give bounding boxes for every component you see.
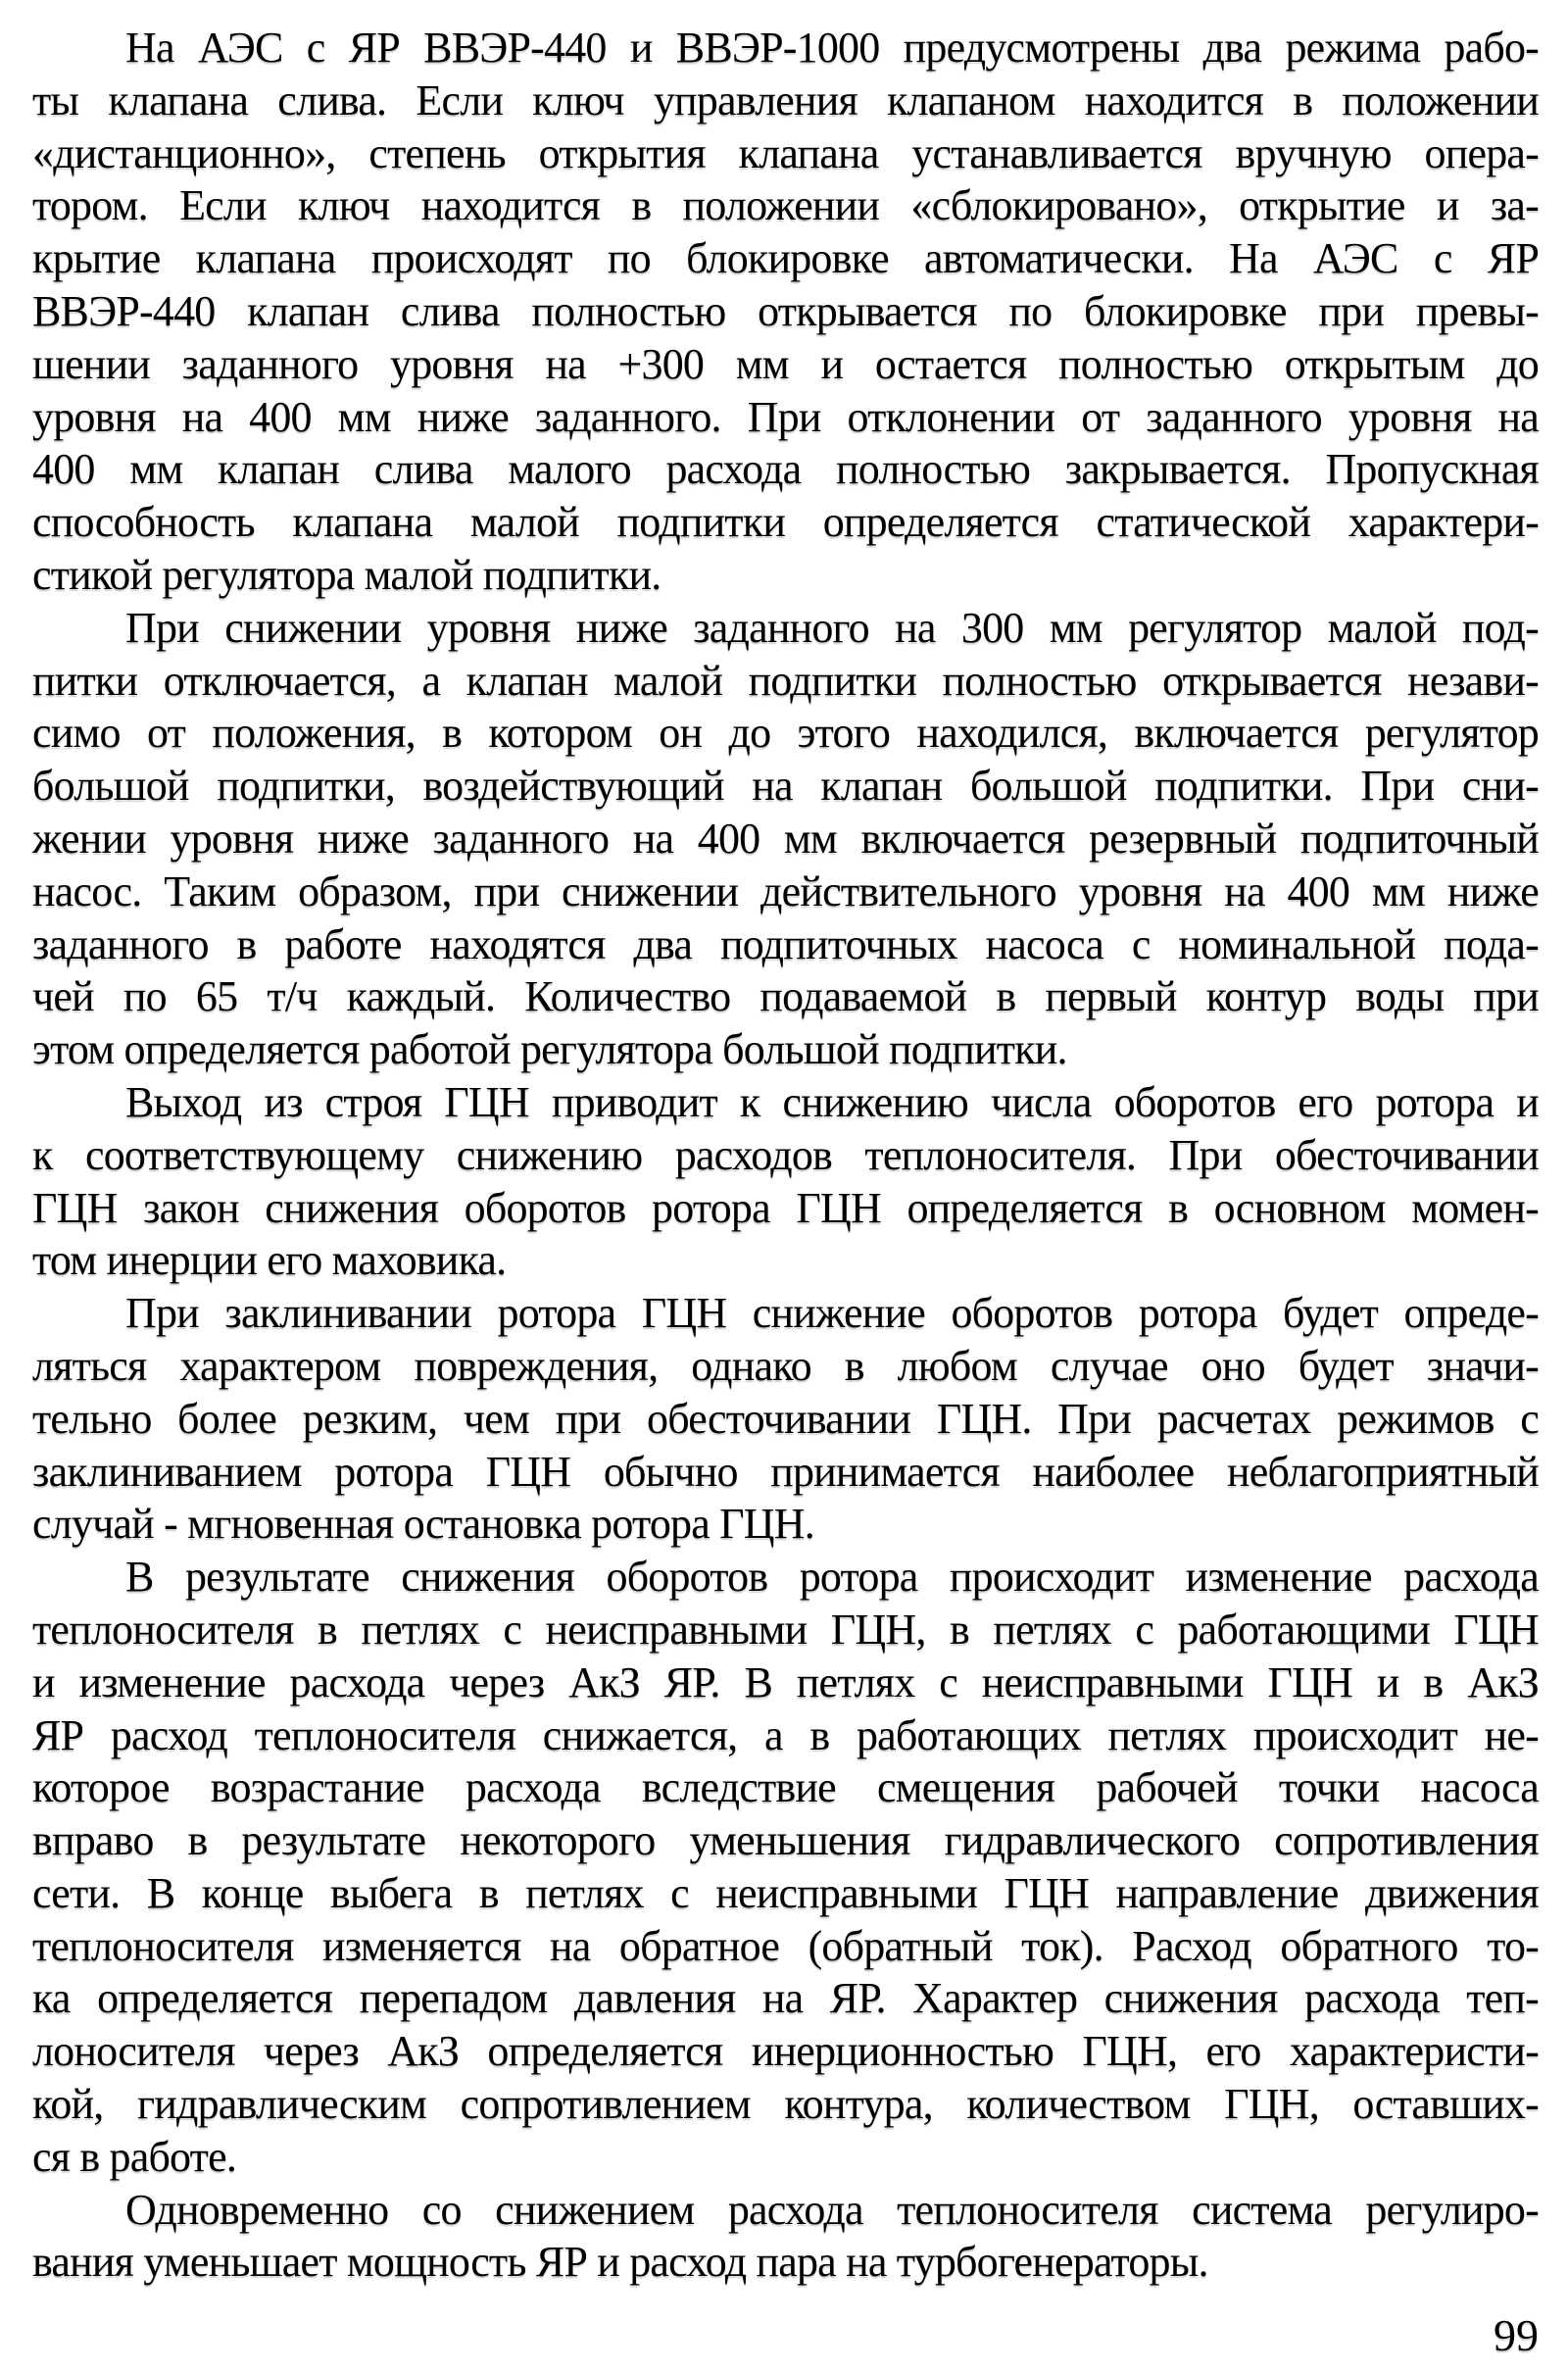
paragraph: [32, 1076, 1539, 1287]
text-line: тельно более резким, чем при обесточивании ГЦН. При расчетах режимов с: [32, 1394, 1539, 1443]
text-line: жении уровня ниже заданного на 400 мм включается резервный подпиточный: [32, 814, 1539, 863]
text-line: ты клапана слива. Если ключ управления клапаном находится в положении: [32, 75, 1539, 124]
text-line: и изменение расхода через АкЗ ЯР. В петлях с неисправными ГЦН и в АкЗ: [32, 1657, 1539, 1706]
text-line: стикой регулятора малой подпитки.: [32, 550, 662, 599]
paragraph: [32, 1551, 1539, 2184]
text-line: заданного в работе находятся два подпиточных насоса с номинальной пода-: [32, 919, 1539, 968]
text-line: вания уменьшает мощность ЯР и расход пара на турбогенераторы.: [32, 2238, 1208, 2287]
text-line: которое возрастание расхода вследствие смещения рабочей точки насоса: [32, 1763, 1539, 1812]
text-line: сети. В конце выбега в петлях с неисправными ГЦН направление движения: [32, 1868, 1539, 1917]
paragraph: [32, 1287, 1539, 1551]
text-line: том инерции его маховика.: [32, 1236, 507, 1285]
text-line: питки отключается, а клапан малой подпитки полностью открывается незави-: [32, 656, 1539, 705]
text-line: к соответствующему снижению расходов теплоносителя. При обесточивании: [32, 1130, 1539, 1179]
text-line: В результате снижения оборотов ротора происходит изменение расхода: [125, 1553, 1539, 1602]
text-line: ка определяется перепадом давления на ЯР. Характер снижения расхода теп-: [32, 1974, 1539, 2023]
text-line: Выход из строя ГЦН приводит к снижению числа оборотов его ротора и: [125, 1077, 1539, 1126]
text-line: ляться характером повреждения, однако в любом случае оно будет значи-: [32, 1341, 1539, 1390]
text-line: теплоносителя изменяется на обратное (обратный ток). Расход обратного то-: [32, 1921, 1539, 1970]
text-line: теплоносителя в петлях с неисправными ГЦН, в петлях с работающими ГЦН: [32, 1605, 1539, 1654]
text-line: шении заданного уровня на +300 мм и остается полностью открытым до: [32, 339, 1539, 388]
text-line: крытие клапана происходят по блокировке автоматически. На АЭС с ЯР: [32, 234, 1539, 283]
text-line: симо от положения, в котором он до этого находился, включается регулятор: [32, 709, 1539, 758]
paragraph: [32, 22, 1539, 602]
text-line: кой, гидравлическим сопротивлением контура, количеством ГЦН, оставших-: [32, 2080, 1539, 2129]
text-line: случай - мгновенная остановка ротора ГЦН.: [32, 1500, 814, 1549]
text-line: ся в работе.: [32, 2132, 237, 2181]
paragraph: [32, 2184, 1539, 2290]
text-line: лоносителя через АкЗ определяется инерционностью ГЦН, его характеристи-: [32, 2027, 1539, 2076]
text-line: заклиниванием ротора ГЦН обычно принимается наиболее неблагоприятный: [32, 1447, 1539, 1496]
text-line: 400 мм клапан слива малого расхода полностью закрывается. Пропускная: [32, 445, 1539, 494]
text-line: чей по 65 т/ч каждый. Количество подаваемой в первый контур воды при: [32, 972, 1539, 1021]
text-line: тором. Если ключ находится в положении «сблокировано», открытие и за-: [32, 181, 1539, 230]
text-line: ВВЭР-440 клапан слива полностью открывается по блокировке при превы-: [32, 286, 1539, 335]
text-line: этом определяется работой регулятора большой подпитки.: [32, 1025, 1067, 1074]
text-line: большой подпитки, воздействующий на клапан большой подпитки. При сни-: [32, 762, 1539, 811]
text-line: «дистанционно», степень открытия клапана устанавливается вручную опера-: [32, 128, 1539, 177]
text-line: уровня на 400 мм ниже заданного. При отклонении от заданного уровня на: [32, 392, 1539, 441]
text-line: Одновременно со снижением расхода теплоносителя система регулиро-: [125, 2185, 1539, 2234]
page-number: 99: [1494, 2310, 1539, 2360]
text-line: ГЦН закон снижения оборотов ротора ГЦН определяется в основном момен-: [32, 1183, 1539, 1232]
text-line: ЯР расход теплоносителя снижается, а в работающих петлях происходит не-: [32, 1710, 1539, 1759]
text-line: При снижении уровня ниже заданного на 300 мм регулятор малой под-: [125, 603, 1539, 652]
text-line: На АЭС с ЯР ВВЭР-440 и ВВЭР-1000 предусмотрены два режима рабо-: [125, 24, 1539, 72]
text-line: При заклинивании ротора ГЦН снижение оборотов ротора будет опреде-: [125, 1289, 1539, 1338]
text-line: способность клапана малой подпитки определяется статической характери-: [32, 498, 1539, 547]
text-line: насос. Таким образом, при снижении действительного уровня на 400 мм ниже: [32, 866, 1539, 915]
text-line: вправо в результате некоторого уменьшения гидравлического сопротивления: [32, 1816, 1539, 1865]
text-body: [32, 22, 1539, 2289]
paragraph: [32, 602, 1539, 1076]
